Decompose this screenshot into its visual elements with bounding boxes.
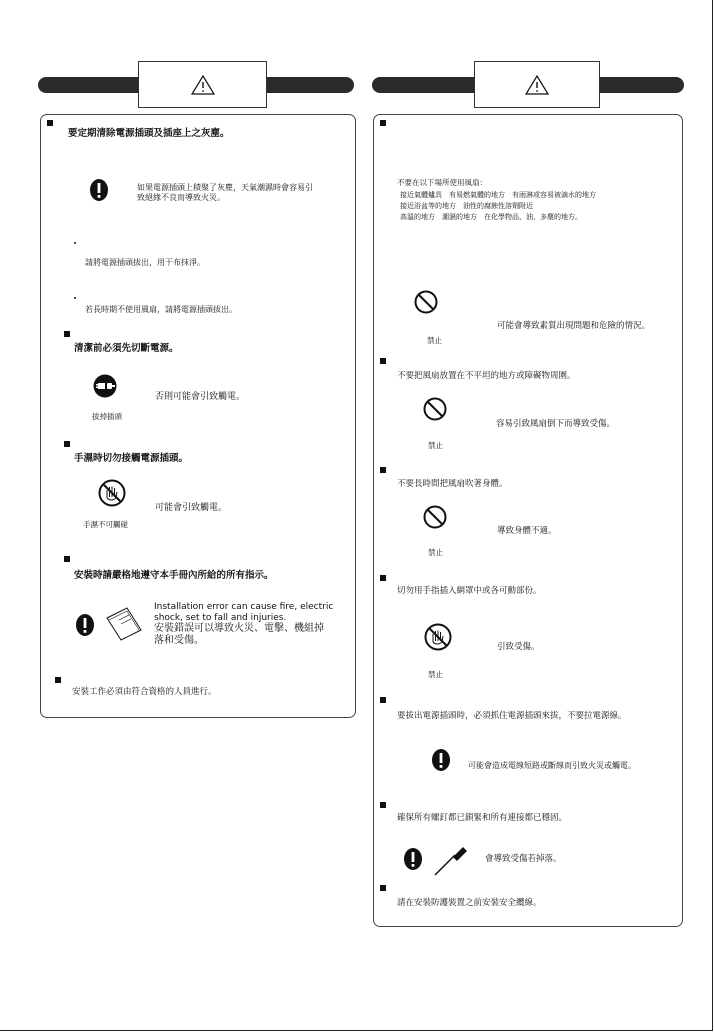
s1-warn-line2: 致絕緣不良而導致火災。: [137, 193, 225, 202]
bullet-square: [380, 358, 386, 364]
r3-title: 不要長時間把風扇吹著身體。: [397, 479, 508, 489]
r1-line3: 高溫的地方 潮濕的地方 在化學物品、油、多塵的地方。: [400, 213, 582, 221]
s1-tip2: 若長時期不使用風扇，請將電源插頭拔出。: [85, 305, 237, 314]
s4-title: 安裝時請嚴格地遵守本手冊內所給的所有指示。: [74, 570, 274, 581]
bullet-square: [64, 556, 70, 562]
s2-caption: 拔掉插頭: [92, 412, 122, 421]
bullet-square: [380, 467, 386, 473]
r1-line1: 接近氣體爐具 有易燃氣體的地方 有雨淋或容易被滴水的地方: [400, 191, 596, 199]
s4-zh-line1: 安裝錯誤可以導致火災、電擊、機組掉: [154, 623, 324, 634]
r2-prohibit-label: 禁止: [428, 441, 443, 450]
r3-text: 導致身體不適。: [497, 526, 557, 536]
r5-text: 可能會造成電線短路或斷線而引致火災或觸電。: [468, 761, 636, 770]
unplug-icon: [93, 374, 117, 398]
r2-title: 不要把風扇放置在不平坦的地方或障礙物周圍。: [397, 371, 576, 381]
caution-icon: [403, 847, 423, 871]
prohibit-icon: [423, 397, 447, 421]
caution-icon: [75, 613, 95, 637]
right-warning-box: [474, 61, 600, 108]
prohibit-icon: [423, 505, 447, 529]
r6-text: 會導致受傷若掉落。: [485, 854, 562, 864]
r2-text: 容易引致風扇倒下而導致受傷。: [496, 419, 616, 429]
s2-title: 清潔前必須先切斷電源。: [74, 343, 179, 354]
prohibit-icon: [414, 290, 438, 314]
r5-title: 要拔出電源插頭時，必須抓住電源插頭來拔，不要拉電源線。: [397, 711, 627, 721]
r6-title: 確保所有螺釘都已鎖緊和所有連接都已穩固。: [397, 813, 568, 823]
s1-title: 要定期清除電源插頭及插座上之灰塵。: [68, 128, 230, 139]
screwdriver-icon: [433, 843, 469, 877]
bullet-square: [64, 331, 70, 337]
s3-title: 手濕時切勿接觸電源插頭。: [74, 453, 189, 464]
s4-en-line1: Installation error can cause fire, electric: [154, 602, 334, 612]
bullet-square: [380, 697, 386, 703]
s5-text: 安裝工作必須由符合資格的人員進行。: [72, 687, 217, 697]
r1-line2: 接近浴盆等的地方 油性的腐蝕性溶劑附近: [400, 202, 533, 210]
s4-en-line2: shock, set to fall and injuries.: [154, 613, 287, 623]
bullet-square: [380, 802, 386, 808]
s2-text: 否則可能會引致觸電。: [155, 392, 246, 402]
manual-book-icon: [103, 606, 143, 642]
bullet-square: [47, 120, 53, 126]
r1-heading: 不要在以下場所使用風扇：: [397, 178, 487, 187]
r7-text: 請在安裝防護裝置之前安裝安全纜線。: [397, 898, 542, 908]
r1-text: 可能會導致素質出現問題和危險的情況。: [497, 321, 651, 331]
r4-prohibit-label: 禁止: [428, 670, 443, 679]
warning-triangle-icon: [191, 75, 215, 95]
bullet-square: [380, 885, 386, 891]
hand-prohibit-icon: [424, 623, 452, 651]
wet-hand-prohibit-icon: [98, 479, 126, 507]
r4-title: 切勿用手指插入網罩中或各可動部份。: [397, 586, 542, 596]
r1-prohibit-label: 禁止: [427, 336, 442, 345]
bullet-square: [380, 120, 386, 126]
bullet-dot: [74, 242, 76, 244]
warning-triangle-icon: [525, 75, 549, 95]
r4-text: 引致受傷。: [497, 642, 540, 652]
s1-warn-line1: 如果電源插頭上積聚了灰塵，天氣潮濕時會容易引: [137, 183, 313, 192]
bullet-dot: [74, 297, 76, 299]
right-panel: [373, 114, 683, 927]
bullet-square: [55, 677, 61, 683]
s3-text: 可能會引致觸電。: [155, 503, 228, 513]
caution-icon: [431, 748, 451, 772]
s4-zh-line2: 落和受傷。: [154, 635, 204, 646]
bullet-square: [380, 575, 386, 581]
s3-caption: 手濕不可觸碰: [83, 520, 128, 529]
left-warning-box: [138, 61, 267, 108]
bullet-square: [64, 441, 70, 447]
caution-icon: [89, 178, 109, 202]
r3-prohibit-label: 禁止: [428, 548, 443, 557]
s1-tip1: 請將電源插頭拔出，用干布抹淨。: [85, 258, 205, 267]
